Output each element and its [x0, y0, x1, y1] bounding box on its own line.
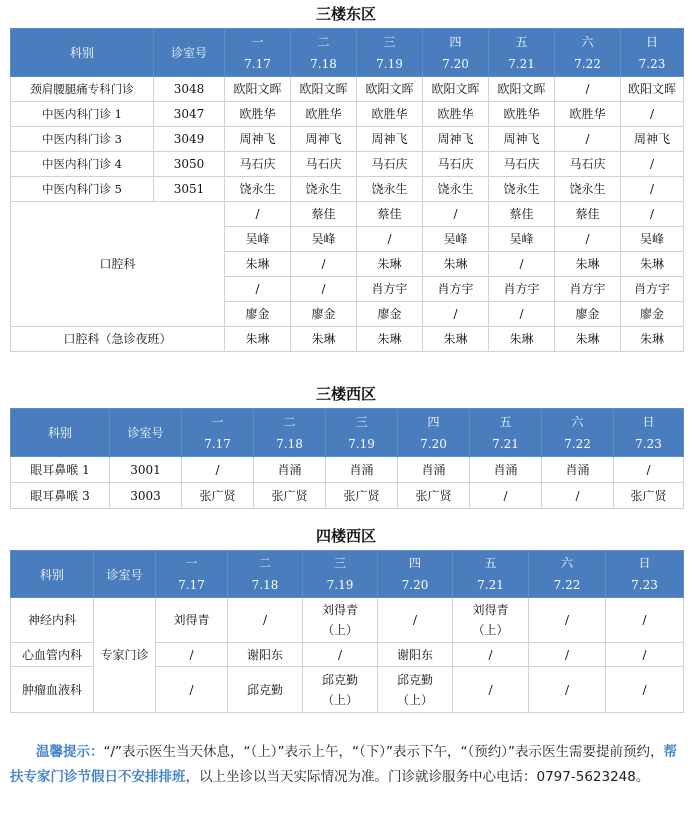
doctor-cell: / [555, 77, 621, 102]
room-cell: 3049 [154, 127, 225, 152]
doctor-cell: 邱克勤 （上） [378, 667, 453, 713]
doctor-cell: / [542, 483, 614, 509]
doctor-cell: / [423, 202, 489, 227]
doctor-cell: 朱琳 [357, 327, 423, 352]
header-room: 诊室号 [110, 409, 182, 457]
table-header-row [11, 409, 684, 457]
doctor-cell: 周神飞 [621, 127, 684, 152]
header-room: 诊室号 [94, 551, 156, 598]
doctor-cell: 朱琳 [225, 252, 291, 277]
doctor-cell: 吴峰 [225, 227, 291, 252]
doctor-cell: 廖金 [225, 302, 291, 327]
doctor-cell: 吴峰 [291, 227, 357, 252]
room-cell: 3047 [154, 102, 225, 127]
header-dept: 科别 [11, 409, 110, 457]
doctor-cell: 饶永生 [225, 177, 291, 202]
doctor-cell: / [621, 202, 684, 227]
doctor-cell: 张广贤 [614, 483, 684, 509]
header-dept: 科别 [11, 29, 154, 77]
doctor-cell: 廖金 [621, 302, 684, 327]
doctor-cell: 蔡佳 [489, 202, 555, 227]
doctor-cell: 肖方宇 [357, 277, 423, 302]
schedule-table-east3 [10, 28, 684, 352]
header-day-6: 六 7.22 [555, 29, 621, 77]
doctor-cell: 吴峰 [423, 227, 489, 252]
dept-cell: 肿瘤血液科 [11, 667, 94, 713]
doctor-cell: 周神飞 [225, 127, 291, 152]
doctor-cell: 肖方宇 [621, 277, 684, 302]
header-day-7: 日 7.23 [614, 409, 684, 457]
doctor-cell: 欧胜华 [357, 102, 423, 127]
doctor-cell: / [453, 667, 529, 713]
header-day-5: 五 7.21 [489, 29, 555, 77]
header-day-2: 二 7.18 [228, 551, 303, 598]
room-cell: 3050 [154, 152, 225, 177]
room-cell: 3048 [154, 77, 225, 102]
doctor-cell: 张广贤 [182, 483, 254, 509]
doctor-cell: 廖金 [357, 302, 423, 327]
doctor-cell: 马石庆 [489, 152, 555, 177]
doctor-cell: 马石庆 [225, 152, 291, 177]
doctor-cell: / [291, 252, 357, 277]
doctor-cell: 欧胜华 [555, 102, 621, 127]
dept-cell-oral: 口腔科 [11, 202, 225, 327]
dept-cell: 眼耳鼻喉 3 [11, 483, 110, 509]
doctor-cell: / [378, 598, 453, 643]
header-day-2: 二 7.18 [291, 29, 357, 77]
dept-cell: 中医内科门诊 4 [11, 152, 154, 177]
doctor-cell: / [225, 277, 291, 302]
doctor-cell: / [606, 598, 684, 643]
table-header-row [11, 29, 684, 77]
doctor-cell: 刘得青 [156, 598, 228, 643]
header-day-6: 六 7.22 [542, 409, 614, 457]
header-day-3: 三 7.19 [303, 551, 378, 598]
dept-cell: 眼耳鼻喉 1 [11, 457, 110, 483]
doctor-cell: / [606, 643, 684, 667]
doctor-cell: 蔡佳 [291, 202, 357, 227]
doctor-cell: 朱琳 [423, 252, 489, 277]
doctor-cell: 欧胜华 [225, 102, 291, 127]
table-row [11, 102, 684, 127]
doctor-cell: / [529, 598, 606, 643]
doctor-cell: 张广贤 [398, 483, 470, 509]
doctor-cell: 肖方宇 [555, 277, 621, 302]
header-day-2: 二 7.18 [254, 409, 326, 457]
table-row [11, 598, 684, 643]
doctor-cell: 朱琳 [489, 327, 555, 352]
doctor-cell: 欧阳文晖 [225, 77, 291, 102]
doctor-cell: 肖涌 [542, 457, 614, 483]
header-day-1: 一 7.17 [225, 29, 291, 77]
dept-cell: 中医内科门诊 5 [11, 177, 154, 202]
doctor-cell: / [453, 643, 529, 667]
table-row [11, 127, 684, 152]
header-day-1: 一 7.17 [182, 409, 254, 457]
doctor-cell: 周神飞 [291, 127, 357, 152]
doctor-cell: 张广贤 [326, 483, 398, 509]
section-title-west3: 三楼西区 [315, 385, 376, 403]
doctor-cell: 饶永生 [357, 177, 423, 202]
room-cell: 3003 [110, 483, 182, 509]
doctor-cell: 朱琳 [555, 327, 621, 352]
doctor-cell: 廖金 [291, 302, 357, 327]
header-day-7: 日 7.23 [621, 29, 684, 77]
doctor-cell: 周神飞 [423, 127, 489, 152]
doctor-cell: 肖涌 [254, 457, 326, 483]
doctor-cell: / [156, 643, 228, 667]
notice-label: 温馨提示： [36, 744, 104, 760]
doctor-cell: / [555, 227, 621, 252]
header-day-3: 三 7.19 [357, 29, 423, 77]
doctor-cell: / [621, 177, 684, 202]
doctor-cell: 刘得青 （上） [303, 598, 378, 643]
doctor-cell: 肖涌 [470, 457, 542, 483]
room-cell: 3051 [154, 177, 225, 202]
doctor-cell: 吴峰 [621, 227, 684, 252]
doctor-cell: 欧阳文晖 [357, 77, 423, 102]
table-row [11, 77, 684, 102]
doctor-cell: / [182, 457, 254, 483]
header-day-7: 日 7.23 [606, 551, 684, 598]
dept-cell: 心血管内科 [11, 643, 94, 667]
doctor-cell: 欧胜华 [291, 102, 357, 127]
doctor-cell: / [423, 302, 489, 327]
notice-highlight: 帮扶专家门诊节假日不安排排班 [10, 744, 677, 785]
doctor-cell: 刘得青 （上） [453, 598, 529, 643]
doctor-cell: 吴峰 [489, 227, 555, 252]
doctor-cell: / [291, 277, 357, 302]
doctor-cell: / [228, 598, 303, 643]
doctor-cell: 周神飞 [357, 127, 423, 152]
doctor-cell: / [156, 667, 228, 713]
doctor-cell: 朱琳 [621, 252, 684, 277]
doctor-cell: 肖涌 [326, 457, 398, 483]
doctor-cell: / [621, 152, 684, 177]
table-row [11, 483, 684, 509]
table-row [11, 202, 684, 227]
doctor-cell: 朱琳 [555, 252, 621, 277]
table-row [11, 152, 684, 177]
doctor-cell: 欧阳文晖 [621, 77, 684, 102]
room-cell: 3001 [110, 457, 182, 483]
doctor-cell: / [529, 667, 606, 713]
doctor-cell: 肖方宇 [423, 277, 489, 302]
doctor-cell: 肖方宇 [489, 277, 555, 302]
doctor-cell: / [489, 252, 555, 277]
doctor-cell: 周神飞 [489, 127, 555, 152]
notice-text-end: ，以上坐诊以当天实际情况为准。门诊就诊服务中心电话：0797-5623248。 [185, 769, 650, 785]
doctor-cell: 欧阳文晖 [291, 77, 357, 102]
schedule-table-west3 [10, 408, 684, 509]
dept-cell: 神经内科 [11, 598, 94, 643]
doctor-cell: / [621, 102, 684, 127]
doctor-cell: / [555, 127, 621, 152]
notice-text: “/”表示医生当天休息，“（上）”表示上午，“（下）”表示下午，“（预约）”表示医生需要提前预约， [103, 744, 664, 760]
doctor-cell: / [606, 667, 684, 713]
table-row [11, 327, 684, 352]
doctor-cell: 朱琳 [291, 327, 357, 352]
schedule-table-west4 [10, 550, 684, 713]
doctor-cell: 饶永生 [423, 177, 489, 202]
doctor-cell: / [529, 643, 606, 667]
header-day-6: 六 7.22 [529, 551, 606, 598]
header-day-5: 五 7.21 [470, 409, 542, 457]
doctor-cell: / [614, 457, 684, 483]
doctor-cell: 饶永生 [291, 177, 357, 202]
header-day-1: 一 7.17 [156, 551, 228, 598]
doctor-cell: / [470, 483, 542, 509]
doctor-cell: 欧胜华 [489, 102, 555, 127]
doctor-cell: 马石庆 [423, 152, 489, 177]
doctor-cell: 张广贤 [254, 483, 326, 509]
dept-cell: 颈肩腰腿痛专科门诊 [11, 77, 154, 102]
table-row [11, 457, 684, 483]
doctor-cell: 朱琳 [225, 327, 291, 352]
header-room: 诊室号 [154, 29, 225, 77]
doctor-cell: / [303, 643, 378, 667]
doctor-cell: 欧阳文晖 [489, 77, 555, 102]
doctor-cell: 蔡佳 [555, 202, 621, 227]
doctor-cell: 肖涌 [398, 457, 470, 483]
table-row [11, 177, 684, 202]
section-title-east3: 三楼东区 [315, 5, 376, 23]
table-header-row [11, 551, 684, 598]
doctor-cell: / [489, 302, 555, 327]
doctor-cell: 马石庆 [357, 152, 423, 177]
header-day-3: 三 7.19 [326, 409, 398, 457]
doctor-cell: 廖金 [555, 302, 621, 327]
doctor-cell: 欧阳文晖 [423, 77, 489, 102]
doctor-cell: 马石庆 [555, 152, 621, 177]
dept-cell-oral-night: 口腔科（急诊夜班） [11, 327, 225, 352]
doctor-cell: 饶永生 [489, 177, 555, 202]
doctor-cell: 谢阳东 [378, 643, 453, 667]
header-day-5: 五 7.21 [453, 551, 529, 598]
header-day-4: 四 7.20 [398, 409, 470, 457]
dept-cell: 中医内科门诊 1 [11, 102, 154, 127]
doctor-cell: 朱琳 [357, 252, 423, 277]
section-title-west4: 四楼西区 [315, 527, 376, 545]
doctor-cell: 蔡佳 [357, 202, 423, 227]
doctor-cell: 朱琳 [621, 327, 684, 352]
header-dept: 科别 [11, 551, 94, 598]
doctor-cell: 朱琳 [423, 327, 489, 352]
notice-paragraph [10, 740, 686, 790]
doctor-cell: 邱克勤 （上） [303, 667, 378, 713]
doctor-cell: / [225, 202, 291, 227]
header-day-4: 四 7.20 [423, 29, 489, 77]
doctor-cell: 饶永生 [555, 177, 621, 202]
doctor-cell: 欧胜华 [423, 102, 489, 127]
room-cell-expert: 专家门诊 [94, 598, 156, 713]
doctor-cell: 谢阳东 [228, 643, 303, 667]
dept-cell: 中医内科门诊 3 [11, 127, 154, 152]
header-day-4: 四 7.20 [378, 551, 453, 598]
doctor-cell: / [357, 227, 423, 252]
doctor-cell: 马石庆 [291, 152, 357, 177]
doctor-cell: 邱克勤 [228, 667, 303, 713]
